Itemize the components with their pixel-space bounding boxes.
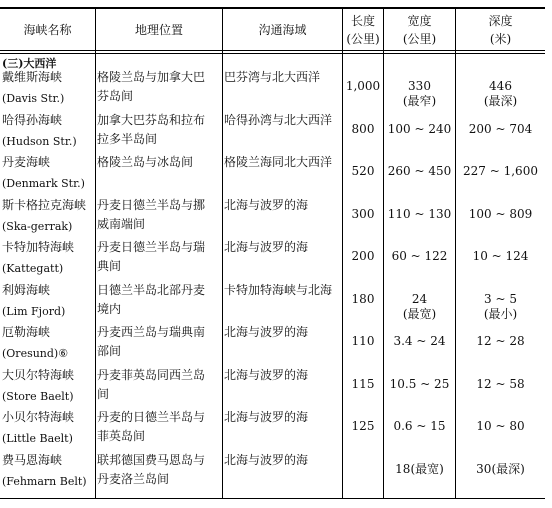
depth-value: 10 ~ 80: [476, 419, 525, 433]
location-line-2: 菲英岛间: [97, 429, 146, 443]
strait-name-cn: 斯卡格拉克海峡: [2, 197, 87, 212]
depth-note: (最小): [483, 306, 518, 321]
width-value: 10.5 ~ 25: [389, 376, 450, 391]
strait-name-cn: 小贝尔特海峡: [2, 410, 75, 424]
strait-name-en: (Kattegatt): [2, 262, 64, 275]
depth-value: 227 ~ 1,600: [463, 164, 538, 178]
depth-value: 12 ~ 58: [476, 376, 525, 391]
connects-waters: 北海与波罗的海: [224, 367, 309, 382]
connects-waters: 北海与波罗的海: [224, 240, 309, 254]
strait-name-cn: 费马恩海峡: [2, 452, 63, 467]
header-width-unit: (公里): [402, 32, 437, 46]
column-divider: [222, 8, 223, 498]
location-line-2: 丹麦洛兰岛间: [97, 471, 170, 486]
depth-value: 100 ~ 809: [468, 206, 533, 221]
location-line-1: 丹麦的日德兰半岛与: [97, 410, 206, 424]
strait-name-en: (Lim Fjord): [2, 304, 66, 318]
width-note: (最宽): [402, 306, 437, 321]
location-line-2: 典间: [97, 259, 122, 273]
location-line-1: 丹麦日德兰半岛与挪: [97, 197, 206, 212]
header-location: 地理位置: [134, 23, 183, 37]
strait-name-cn: 卡特加特海峡: [2, 240, 75, 254]
connects-waters: 格陵兰海同北大西洋: [224, 155, 333, 169]
width-value: 18(最宽): [395, 461, 444, 476]
length-value: 200: [351, 249, 375, 263]
location-line-2: 间: [97, 386, 110, 401]
header-bottom-rule-2: [0, 53, 545, 54]
length-value: 520: [351, 164, 375, 178]
header-depth: 深度: [488, 14, 513, 28]
header-connects: 沟通海域: [258, 23, 307, 37]
connects-waters: 北海与波罗的海: [224, 325, 309, 339]
location-line-1: 日德兰半岛北部丹麦: [97, 282, 206, 297]
location-line-1: 格陵兰岛与冰岛间: [97, 155, 194, 169]
width-value: 260 ~ 450: [387, 164, 452, 178]
length-value: 300: [351, 206, 375, 221]
location-line-2: 境内: [97, 301, 122, 316]
strait-name-cn: 厄勒海峡: [2, 325, 51, 339]
length-value: 115: [351, 376, 375, 391]
strait-name-en: (Little Baelt): [2, 432, 73, 445]
header-depth-unit: (米): [489, 32, 512, 46]
table-bottom-rule: [0, 498, 545, 499]
header-length-unit: (公里): [346, 32, 380, 46]
width-value: 100 ~ 240: [387, 121, 452, 136]
connects-waters: 北海与波罗的海: [224, 410, 309, 424]
width-note: (最窄): [402, 94, 437, 108]
column-divider: [95, 8, 96, 498]
header-width: 宽度: [407, 14, 432, 28]
connects-waters: 卡特加特海峡与北海: [224, 282, 333, 297]
width-value: 24: [411, 291, 428, 306]
width-value: 60 ~ 122: [391, 249, 448, 263]
connects-waters: 北海与波罗的海: [224, 197, 309, 212]
strait-name-en: (Fehmarn Belt): [2, 474, 87, 488]
location-line-2: 芬岛间: [97, 89, 134, 103]
depth-value: 10 ~ 124: [472, 249, 529, 263]
strait-name-en: (Denmark Str.): [2, 177, 85, 190]
connects-waters: 巴芬湾与北大西洋: [224, 70, 321, 84]
strait-name-cn: 利姆海峡: [2, 282, 51, 297]
width-value: 110 ~ 130: [387, 206, 452, 221]
strait-name-en: (Oresund)⑥: [2, 347, 69, 360]
location-line-1: 丹麦日德兰半岛与瑞: [97, 240, 206, 254]
location-line-1: 丹麦西兰岛与瑞典南: [97, 325, 206, 339]
location-line-1: 格陵兰岛与加拿大巴: [97, 70, 206, 84]
connects-waters: 哈得孙湾与北大西洋: [224, 112, 333, 127]
strait-name-cn: 大贝尔特海峡: [2, 367, 75, 382]
header-length: 长度: [350, 14, 375, 28]
width-value: 0.6 ~ 15: [393, 419, 446, 433]
strait-name-en: (Hudson Str.): [2, 134, 77, 148]
depth-value: 12 ~ 28: [476, 334, 525, 348]
location-line-2: 威南端间: [97, 216, 146, 231]
strait-name-cn: 戴维斯海峡: [2, 70, 63, 84]
section-title: (三)大西洋: [2, 57, 57, 70]
length-value: 110: [351, 334, 375, 348]
connects-waters: 北海与波罗的海: [224, 452, 309, 467]
length-value: 800: [351, 121, 375, 136]
depth-value: 446: [489, 79, 512, 93]
width-value: 3.4 ~ 24: [393, 334, 446, 348]
depth-value: 30(最深): [476, 461, 525, 476]
length-value: 180: [351, 291, 375, 306]
strait-name-cn: 丹麦海峡: [2, 155, 51, 169]
strait-name-en: (Ska-gerrak): [2, 219, 73, 233]
strait-name-en: (Davis Str.): [2, 92, 65, 105]
location-line-1: 联邦德国费马恩岛与: [97, 452, 206, 467]
length-value: 125: [351, 419, 375, 433]
location-line-1: 丹麦菲英岛同西兰岛: [97, 367, 206, 382]
strait-name-cn: 哈得孙海峡: [2, 112, 63, 127]
depth-value: 3 ~ 5: [484, 291, 517, 306]
depth-note: (最深): [483, 94, 518, 108]
header-bottom-rule: [0, 50, 545, 51]
location-line-2: 部间: [97, 344, 122, 358]
width-value: 330: [408, 79, 431, 93]
depth-value: 200 ~ 704: [468, 121, 533, 136]
location-line-1: 加拿大巴芬岛和拉布: [97, 112, 206, 127]
strait-name-en: (Store Baelt): [2, 389, 74, 403]
location-line-2: 拉多半岛间: [97, 131, 158, 146]
length-value: 1,000: [345, 79, 381, 93]
header-name: 海峡名称: [23, 23, 72, 37]
table-top-rule: [0, 7, 545, 9]
